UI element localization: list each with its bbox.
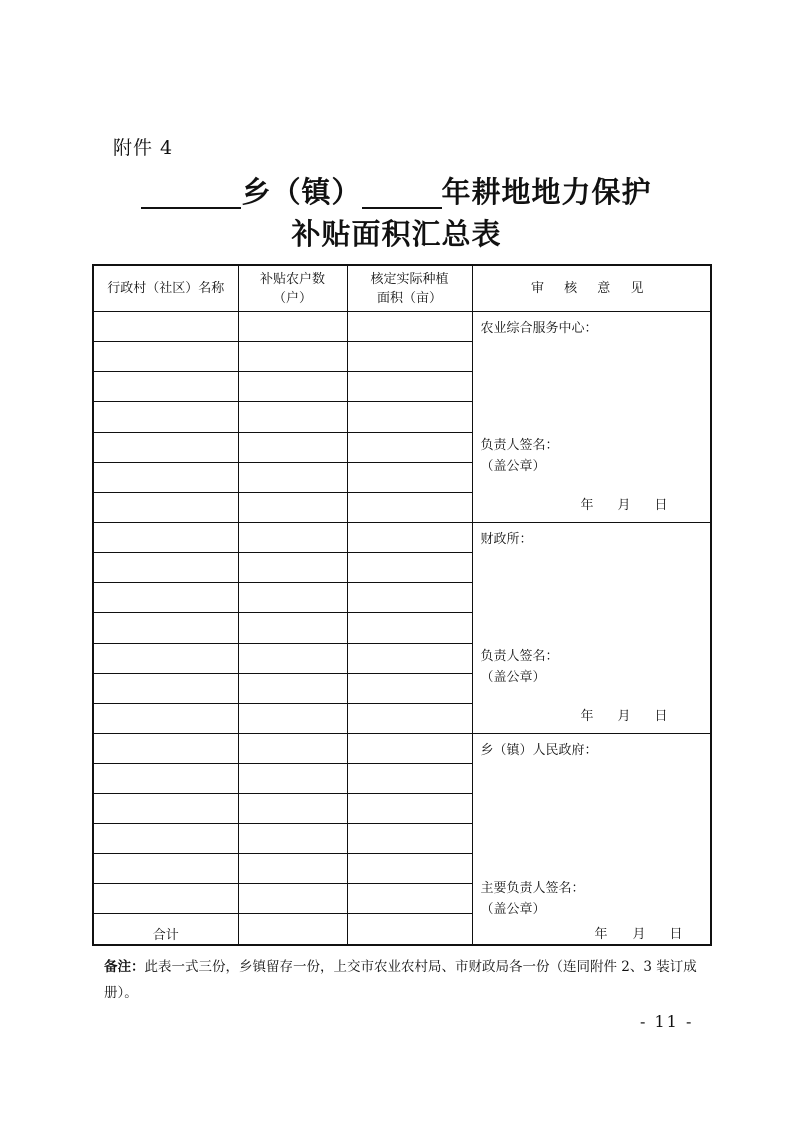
planted-area-cell[interactable] <box>347 312 472 342</box>
responsible-person-signature-label: 负责人签名： <box>480 438 559 453</box>
household-count-cell[interactable] <box>238 342 347 372</box>
table-header-row <box>93 265 711 312</box>
total-household-count-cell[interactable] <box>238 914 347 946</box>
review-agri-service-center-title: 农业综合服务中心： <box>480 321 598 336</box>
planted-area-cell[interactable] <box>347 402 472 432</box>
review-finance-office-title: 财政所： <box>480 532 533 547</box>
village-name-cell[interactable] <box>93 492 238 522</box>
household-count-cell[interactable] <box>238 884 347 914</box>
review-finance-office <box>472 523 711 734</box>
village-name-cell[interactable] <box>93 794 238 824</box>
planted-area-cell[interactable] <box>347 884 472 914</box>
household-count-cell[interactable] <box>238 764 347 794</box>
planted-area-cell[interactable] <box>347 523 472 553</box>
footnote-text: 此表一式三份，乡镇留存一份，上交市农业农村局、市财政局各一份（连同附件 2、3 装订成册）。 <box>104 959 697 1001</box>
header-village-name: 行政村（社区）名称 <box>93 265 238 312</box>
planted-area-cell[interactable] <box>347 613 472 643</box>
household-count-cell[interactable] <box>238 703 347 733</box>
date-year-label: 年 <box>594 927 608 942</box>
village-name-cell[interactable] <box>93 523 238 553</box>
planted-area-cell[interactable] <box>347 673 472 703</box>
planted-area-cell[interactable] <box>347 342 472 372</box>
household-count-cell[interactable] <box>238 854 347 884</box>
household-count-cell[interactable] <box>238 583 347 613</box>
village-name-cell[interactable] <box>93 824 238 854</box>
date-month-label: 月 <box>632 927 646 942</box>
footnote-label: 备注： <box>104 959 145 975</box>
document-title-line2: 补贴面积汇总表 <box>291 217 502 251</box>
title-township-text: 乡（镇） <box>241 175 362 209</box>
blank-year <box>362 177 442 209</box>
page-number: - 11 - <box>640 1012 694 1031</box>
village-name-cell[interactable] <box>93 703 238 733</box>
planted-area-cell[interactable] <box>347 734 472 764</box>
village-name-cell[interactable] <box>93 734 238 764</box>
header-planted-area-line2: 面积（亩） <box>376 290 442 306</box>
village-name-cell[interactable] <box>93 462 238 492</box>
village-name-cell[interactable] <box>93 312 238 342</box>
date-year-label: 年 <box>580 498 594 513</box>
household-count-cell[interactable] <box>238 432 347 462</box>
household-count-cell[interactable] <box>238 372 347 402</box>
table-row <box>93 523 711 553</box>
planted-area-cell[interactable] <box>347 643 472 673</box>
table-footnote <box>104 954 710 1006</box>
village-name-cell[interactable] <box>93 673 238 703</box>
planted-area-cell[interactable] <box>347 583 472 613</box>
planted-area-cell[interactable] <box>347 492 472 522</box>
planted-area-cell[interactable] <box>347 764 472 794</box>
subsidy-summary-table <box>92 264 712 946</box>
planted-area-cell[interactable] <box>347 553 472 583</box>
household-count-cell[interactable] <box>238 734 347 764</box>
planted-area-cell[interactable] <box>347 824 472 854</box>
village-name-cell[interactable] <box>93 402 238 432</box>
document-title-line1 <box>0 170 793 211</box>
review-agri-service-center <box>472 312 711 523</box>
household-count-cell[interactable] <box>238 673 347 703</box>
household-count-cell[interactable] <box>238 523 347 553</box>
date-day-label: 日 <box>669 927 683 942</box>
village-name-cell[interactable] <box>93 583 238 613</box>
date-month-label: 月 <box>617 498 631 513</box>
planted-area-cell[interactable] <box>347 703 472 733</box>
planted-area-cell[interactable] <box>347 372 472 402</box>
header-household-count-line1: 补贴农户数 <box>259 271 325 287</box>
planted-area-cell[interactable] <box>347 432 472 462</box>
village-name-cell[interactable] <box>93 553 238 583</box>
household-count-cell[interactable] <box>238 462 347 492</box>
table-row <box>93 312 711 342</box>
date-day-label: 日 <box>654 498 668 513</box>
header-household-count-line2: （户） <box>272 290 312 306</box>
planted-area-cell[interactable] <box>347 794 472 824</box>
review-township-government <box>472 734 711 946</box>
village-name-cell[interactable] <box>93 854 238 884</box>
table-row <box>93 734 711 764</box>
blank-township <box>141 177 241 209</box>
date-day-label: 日 <box>654 709 668 724</box>
household-count-cell[interactable] <box>238 553 347 583</box>
header-review-opinion: 审 核 意 见 <box>472 265 711 312</box>
village-name-cell[interactable] <box>93 342 238 372</box>
date-month-label: 月 <box>617 709 631 724</box>
village-name-cell[interactable] <box>93 764 238 794</box>
village-name-cell[interactable] <box>93 372 238 402</box>
total-label: 合计 <box>93 914 238 946</box>
household-count-cell[interactable] <box>238 794 347 824</box>
household-count-cell[interactable] <box>238 312 347 342</box>
attachment-label: 附件 4 <box>113 137 174 159</box>
responsible-person-signature-label: 负责人签名： <box>480 649 559 664</box>
header-planted-area <box>347 265 472 312</box>
official-seal-label: （盖公章） <box>480 459 546 474</box>
title-year-text: 年耕地地力保护 <box>441 175 652 209</box>
date-year-label: 年 <box>580 709 594 724</box>
header-planted-area-line1: 核定实际种植 <box>370 271 449 287</box>
planted-area-cell[interactable] <box>347 462 472 492</box>
planted-area-cell[interactable] <box>347 854 472 884</box>
household-count-cell[interactable] <box>238 402 347 432</box>
household-count-cell[interactable] <box>238 613 347 643</box>
village-name-cell[interactable] <box>93 432 238 462</box>
village-name-cell[interactable] <box>93 613 238 643</box>
header-household-count <box>238 265 347 312</box>
official-seal-label: （盖公章） <box>480 670 546 685</box>
household-count-cell[interactable] <box>238 643 347 673</box>
official-seal-label: （盖公章） <box>480 902 546 917</box>
total-planted-area-cell[interactable] <box>347 914 472 946</box>
review-township-government-title: 乡（镇）人民政府： <box>480 743 598 758</box>
household-count-cell[interactable] <box>238 492 347 522</box>
village-name-cell[interactable] <box>93 884 238 914</box>
principal-signature-label: 主要负责人签名： <box>480 881 585 896</box>
village-name-cell[interactable] <box>93 643 238 673</box>
household-count-cell[interactable] <box>238 824 347 854</box>
